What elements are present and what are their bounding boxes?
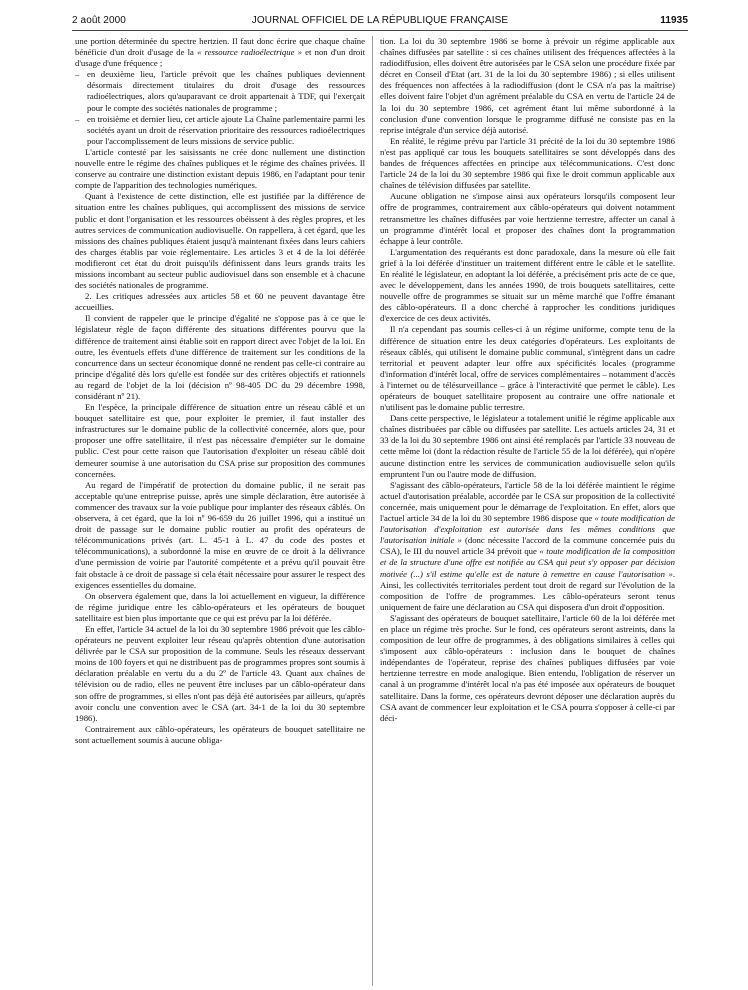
paragraph: On observera également que, dans la loi actuellement en vigueur, la différence de régime juridique entre les câblo-opérateurs et les opérateurs de bouquet satellitaire est bien plus importante que ce qui est prévu par la loi déférée.: [75, 590, 365, 623]
left-intro-tail: et non d'un droit d'usage d'une fréquence ;: [75, 47, 365, 69]
paragraph: S'agissant des opérateurs de bouquet satellitaire, l'article 60 de la loi déférée met en place un régime très proche. Sur le fond, ces opérateurs seront astreints, dans la composition de leur offre de programmes, à des obligations similaires à celles qui s'imposent aux câblo-opérateurs : inclusion dans le bouquet de chaînes indépendantes de l'opérateur, reprise des chaînes publiques diffusées par voie hertzienne terrestre en mode analogique. Bien entendu, l'obligation de réserver un canal à un programme d'intérêt local n'a pas été imposée aux opérateurs de bouquet satellitaire. Dans la forme, ces opérateurs devront déposer une déclaration auprès du CSA avant de commencer leur exploitation et le CSA pourra s'opposer à celle-ci par déci-: [380, 612, 675, 723]
paragraph: En effet, l'article 34 actuel de la loi du 30 septembre 1986 prévoit que les câblo-opérateurs ne peuvent exploiter leur réseau qu'après obtention d'une autorisation délivrée par le CSA sur proposition de la commune. Seuls les réseaux desservant moins de 100 foyers et qui ne distribuent pas de programmes propres sont soumis à déclaration préalable en vertu du a du 2º de l'article 43. Quant aux chaînes de télévision ou de radio, elles ne peuvent être incluses par un câblo-opérateur dans son offre de programmes, si elles n'ont pas déjà été autorisées par ailleurs, qu'après avoir conclu une convention avec le CSA (art. 34-1 de la loi du 30 septembre 1986).: [75, 623, 365, 723]
paragraph: Au regard de l'impératif de protection du domaine public, il ne serait pas acceptable qu'une entreprise puisse, après une simple déclaration, être autorisée à commencer des travaux sur la voie publique pour implanter des réseaux câblés. On observera, à cet égard, que la loi nº 96-659 du 26 juillet 1996, qui a institué un droit de passage sur le domaine public routier au profit des opérateurs de télécommunications privés (art. L. 45-1 à L. 47 du code des postes et télécommunications), a subordonné la mise en œuvre de ce droit à la délivrance d'une permission de voirie par l'autorité compétente et a prévu qu'il pouvait être fait obstacle à ce droit de passage si cela était nécessaire pour assurer le respect des exigences essentielles du domaine.: [75, 479, 365, 590]
left-intro-text: une portion déterminée du spectre hertzien. Il faut donc écrire que chaque chaîne bénéficie d'un droit d'usage de la: [75, 36, 365, 58]
paragraph: En l'espèce, la principale différence de situation entre un réseau câblé et un bouquet satellitaire est que, pour exploiter le premier, il faut installer des infrastructures sur le domaine public de la collectivité concernée, alors que, pour proposer une offre satellitaire, il n'est pas nécessaire d'empiéter sur le domaine public. C'est pour cette raison que l'autorisation d'exploiter un réseau câblé doit demeurer soumise à une autorisation du CSA prise sur proposition des communes concernées.: [75, 402, 365, 479]
list-item: – en deuxième lieu, l'article prévoit que les chaînes publiques deviennent désormais directement titulaires du droit d'usage des ressources radioélectriques, alors qu'auparavant ce droit appartenait à TDF, qui l'exerçait pour le compte des sociétés nationales de programme ;: [75, 69, 365, 113]
header-title: JOURNAL OFFICIEL DE LA RÉPUBLIQUE FRANÇAISE: [251, 14, 509, 26]
paragraph: Il n'a cependant pas soumis celles-ci à un régime uniforme, compte tenu de la différence de situation entre les deux catégories d'opérateurs. Les exploitants de réseaux câblés, qui utilisent le domaine public communal, s'intègrent dans un cadre territorial et peuvent adapter leur offre aux spécificités locales (programme d'information d'intérêt local, offre de services complémentaires – notamment d'accès à l'internet ou de télésurveillance – grâce à l'interactivité que permet le câble). Les opérateurs de bouquet satellitaire proposent au contraire une offre nationale et n'utilisent pas le domaine public terrestre.: [380, 324, 675, 413]
header-date: 2 août 2000: [72, 14, 126, 26]
left-intro-paragraph: [75, 36, 365, 69]
paragraph: 2. Les critiques adressées aux articles 58 et 60 ne peuvent davantage être accueillies.: [75, 291, 365, 313]
page-header: [72, 10, 688, 30]
column-divider: [372, 36, 373, 986]
right-column: [380, 36, 675, 986]
paragraph-text: S'agissant des câblo-opérateurs, l'article 58 de la loi déférée maintient le régime actuel d'autorisation préalable, accordée par le CSA sur proposition de la collectivité concernée, mais uniquement pour le démarrage de l'exploitation. En effet, alors que l'actuel article 34 de la loi du 30 septembre 1986 dispose que: [380, 479, 675, 524]
left-dash-list: [75, 69, 365, 147]
left-column: [75, 36, 365, 986]
quote-emphasis: « toute modification de la composition et de la structure d'une offre est notifiée au CSA qui peut s'y opposer par décision motivée (...) s'il estime qu'elle est de nature à remettre en cause l'autorisation »: [380, 546, 675, 579]
paragraph: Il convient de rappeler que le principe d'égalité ne s'oppose pas à ce que le législateur règle de façon différente des situations différentes pourvu que la différence de traitement ainsi établie soit en rapport direct avec l'objet de la loi. En outre, les éventuels effets d'une différence de traitement sur les conditions de la concurrence dans un secteur économique donné ne rendent pas celle-ci contraire au principe d'égalité dès lors qu'elle est fondée sur des critères objectifs et rationnels au regard de l'objet de la loi (décision nº 98-405 DC du 29 décembre 1998, considérant nº 21).: [75, 313, 365, 401]
paragraph: Quant à l'existence de cette distinction, elle est justifiée par la différence de situation entre les chaînes publiques, qui accomplissent des missions de service public et dont l'organisation et les ressources obéissent à des règles propres, et les autres services de communication audiovisuelle. On rappellera, à cet égard, que les missions des chaînes publiques étaient jusqu'à maintenant fixées dans leurs cahiers des charges établis par voie réglementaire. Les articles 3 et 4 de la loi déférée modifieront cet état du droit puisqu'ils définissent dans leurs grands traits les missions incombant au secteur public audiovisuel dans son ensemble et à chacune des sociétés nationales de programme.: [75, 191, 365, 291]
left-intro-emphasis: « ressource radioélectrique »: [197, 47, 302, 58]
list-item: – en troisième et dernier lieu, cet article ajoute La Chaîne parlementaire parmi les sociétés ayant un droit de réservation prioritaire des ressources radioélectriques pour l'accomplissement de leurs missions de service public.: [75, 114, 365, 147]
paragraph: L'article contesté par les saisissants ne crée donc nullement une distinction nouvelle entre le régime des chaînes publiques et le régime des chaînes privées. Il conserve au contraire une distinction existant depuis 1986, en l'adaptant pour tenir compte de l'apparition des technologies numériques.: [75, 146, 365, 191]
paragraph: Contrairement aux câblo-opérateurs, les opérateurs de bouquet satellitaire ne sont actuellement soumis à aucune obliga-: [75, 723, 365, 745]
paragraph: Dans cette perspective, le législateur a totalement unifié le régime applicable aux chaînes distribuées par câble ou diffusées par satellite. Les actuels articles 24, 31 et 33 de la loi du 30 septembre 1986 ont ainsi été remplacés par l'article 33 nouveau de cette même loi (dont la rédaction résulte de l'article 55 de la loi déférée), qui n'opère aucune distinction entre les services de communication audiovisuelle selon qu'ils empruntent l'un ou l'autre mode de diffusion.: [380, 413, 675, 479]
quote-emphasis: « toute modification de l'autorisation d'exploitation est autorisée dans les mêmes conditions que l'autorisation initiale »: [380, 513, 675, 546]
paragraph: En réalité, le régime prévu par l'article 31 précité de la loi du 30 septembre 1986 n'est pas appliqué car tous les bouquets satellitaires se sont développés dans des bandes de fréquences affectées en principe aux télécommunications. C'est donc l'article 24 de la loi du 30 septembre 1986 qui fixe le droit commun applicable aux chaînes de télévision diffusées par satellite.: [380, 135, 675, 191]
paragraph-text: . Ainsi, les collectivités territoriales perdent tout droit de regard sur l'évolution de la composition de l'offre de programmes. Les câblo-opérateurs seront tenus uniquement de faire une déclaration au CSA qui disposera d'un droit d'opposition.: [380, 568, 675, 612]
paragraph-text: (donc nécessite l'accord de la commune concernée puis du CSA), le III du nouvel article 34 prévoit que: [380, 535, 675, 557]
paragraph: L'argumentation des requérants est donc paradoxale, dans la mesure où elle fait grief à la loi déférée d'instituer un traitement différent entre le câble et le satellite. En réalité le législateur, en adoptant la loi déférée, a précisément pris acte de ce que, avec le développement, dans les années 1990, de trois bouquets satellitaires, cette nouvelle offre de programmes se situait sur un même marché que l'offre émanant des câblo-opérateurs. Il a donc cherché à rapprocher les conditions juridiques d'exercice de ces deux activités.: [380, 246, 675, 324]
header-rule: [72, 30, 688, 31]
header-page-number: 11935: [660, 14, 688, 26]
paragraph-cable-operators: [380, 480, 675, 613]
paragraph: Aucune obligation ne s'impose ainsi aux opérateurs lorsqu'ils composent leur offre de programmes, contrairement aux câblo-opérateurs qui doivent notamment retransmettre les chaînes diffusées par voie hertzienne terrestre, affecter un canal à un programme d'intérêt local et proposer des chaînes dont la programmation échappe à leur contrôle.: [380, 191, 675, 246]
paragraph: tion. La loi du 30 septembre 1986 se borne à prévoir un régime applicable aux chaînes diffusées par satellite : si ces chaînes utilisent des fréquences affectées à la radiodiffusion, elles doivent être autorisées par le CSA selon une procédure fixée par décret en Conseil d'Etat (art. 31 de la loi du 30 septembre 1986) ; si elles utilisent des fréquences non affectées à la radiodiffusion (dont le CSA n'a pas la maîtrise) elles doivent faire l'objet d'un agrément préalable du CSA en vertu de l'article 24 de la loi du 30 septembre 1986, cet agrément étant lui même subordonné à la conclusion d'une convention lorsque le programme diffusé ne consiste pas en la reprise intégrale d'un service déjà autorisé.: [380, 36, 675, 135]
